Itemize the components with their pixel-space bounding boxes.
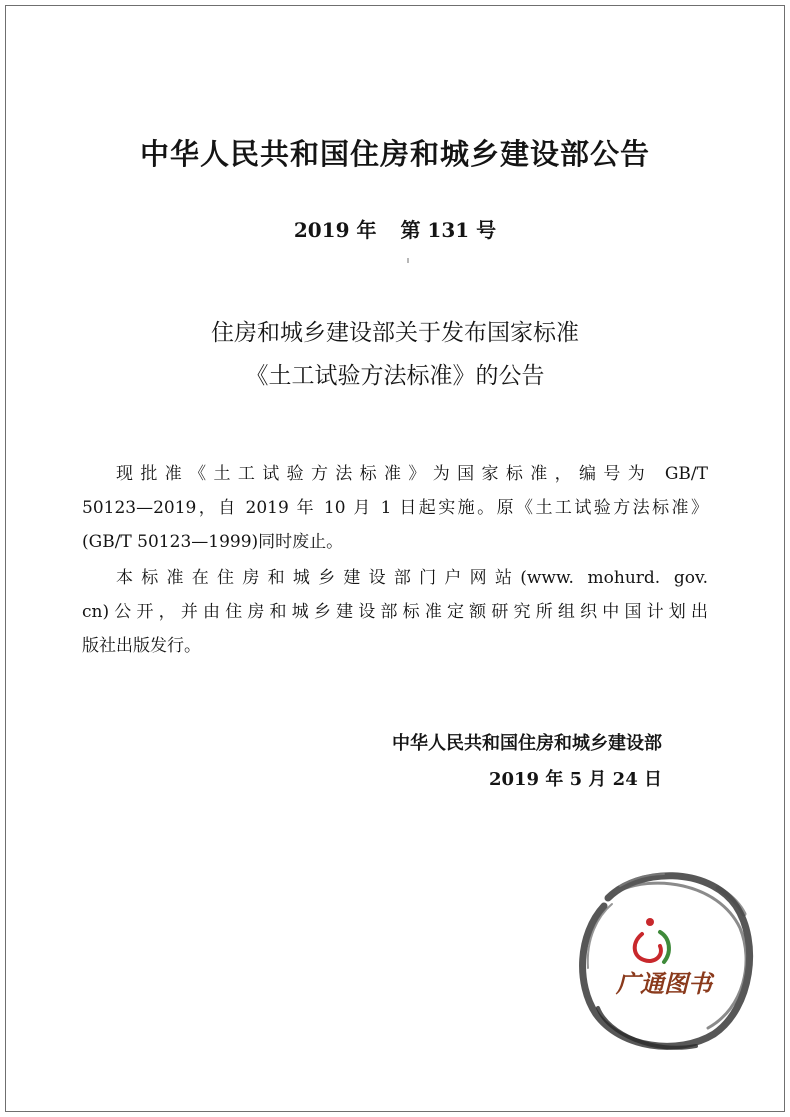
publisher-logo-icon [635, 918, 669, 962]
body-paragraph-2-line-1: 本标准在住房和城乡建设部门户网站(www. mohurd. gov. [116, 568, 708, 588]
signature-date: 2019 年 5 月 24 日 [488, 769, 662, 790]
body-paragraph-1-line-3: (GB/T 50123—1999)同时废止。 [82, 532, 344, 552]
notice-subject-line-2: 《土工试验方法标准》的公告 [245, 363, 545, 389]
notice-subject-line-1: 住房和城乡建设部关于发布国家标准 [211, 320, 579, 346]
scan-mark [407, 258, 409, 263]
notice-number-year: 2019 年 [293, 218, 377, 242]
signature-organization: 中华人民共和国住房和城乡建设部 [392, 733, 662, 754]
body-paragraph-2-line-3: 版社出版发行。 [82, 636, 201, 656]
notice-number [0, 216, 790, 244]
body-paragraph-1-line-1: 现批准《土工试验方法标准》为国家标准，编号为 GB/T [116, 464, 708, 484]
publisher-stamp [568, 858, 758, 1058]
notice-title: 中华人民共和国住房和城乡建设部公告 [139, 137, 650, 171]
body-paragraph-2-line-2: cn)公开，并由住房和城乡建设部标准定额研究所组织中国计划出 [82, 602, 708, 622]
notice-number-seq: 第 131 号 [400, 218, 497, 242]
publisher-stamp-text: 广通图书 [616, 969, 712, 998]
body-paragraph-1-line-2: 50123—2019，自 2019 年 10 月 1 日起实施。原《土工试验方法标准》 [82, 498, 708, 518]
